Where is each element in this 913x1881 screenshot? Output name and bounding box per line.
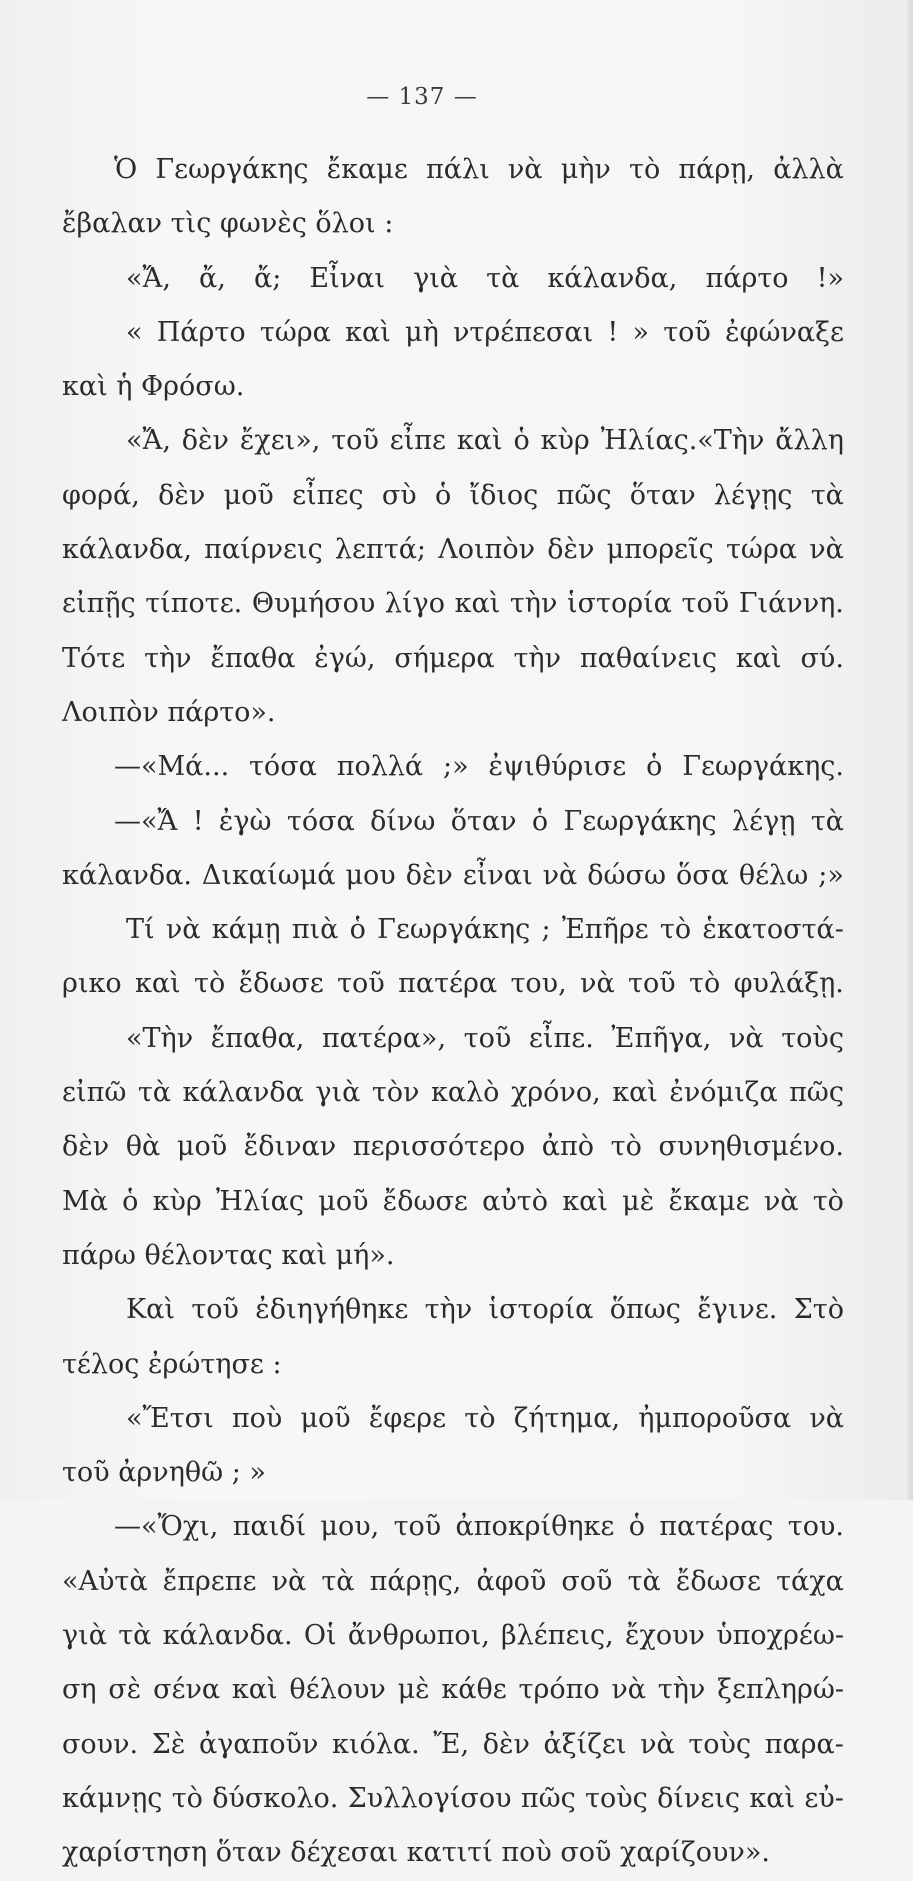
body-text	[62, 143, 844, 1881]
text-line: δὲν θὰ μοῦ ἔδιναν περισσότερο ἀπὸ τὸ συνηθισμένο.	[62, 1131, 844, 1163]
text-line: —«Μά... τόσα πολλά ;» ἐψιθύρισε ὁ Γεωργάκης.	[114, 751, 844, 783]
text-line: κάλανδα. Δικαίωμά μου δὲν εἶναι νὰ δώσω ὅσα θέλω ;»	[62, 859, 844, 891]
text-line: κάμνῃς τὸ δύσκολο. Συλλογίσου πῶς τοὺς δίνεις καὶ εὐ-	[62, 1782, 844, 1814]
text-line: ρικο καὶ τὸ ἔδωσε τοῦ πατέρα του, νὰ τοῦ τὸ φυλάξῃ.	[62, 968, 844, 1000]
text-line: «Τὴν ἔπαθα, πατέρα», τοῦ εἶπε. Ἐπῆγα, νὰ τοὺς	[126, 1022, 844, 1054]
text-line: φορά, δὲν μοῦ εἶπες σὺ ὁ ἴδιος πῶς ὅταν λέγῃς τὰ	[62, 479, 844, 511]
text-line: « Πάρτο τώρα καὶ μὴ ντρέπεσαι ! » τοῦ ἐφώναξε	[126, 316, 844, 348]
text-line: «Ἄ, ἄ, ἄ; Εἶναι γιὰ τὰ κάλανδα, πάρτο !»	[126, 262, 844, 294]
page-number: — 137 —	[366, 84, 478, 110]
text-line: —«Ἄ ! ἐγὼ τόσα δίνω ὅταν ὁ Γεωργάκης λέγῃ τὰ	[114, 805, 844, 837]
text-line: ση σὲ σένα καὶ θέλουν μὲ κάθε τρόπο νὰ τὴν ξεπληρώ-	[62, 1674, 844, 1706]
text-line: «Ἄ, δὲν ἔχει», τοῦ εἶπε καὶ ὁ κὺρ Ἠλίας.«Τὴν ἄλλη	[126, 425, 844, 457]
text-line: τοῦ ἀρνηθῶ ; »	[62, 1457, 266, 1489]
text-line: Καὶ τοῦ ἐδιηγήθηκε τὴν ἱστορία ὅπως ἔγινε. Στὸ	[126, 1294, 844, 1326]
text-line: καὶ ἡ Φρόσω.	[62, 371, 245, 403]
text-line: εἰπῇς τίποτε. Θυμήσου λίγο καὶ τὴν ἱστορία τοῦ Γιάννη.	[62, 588, 844, 620]
text-line: Τότε τὴν ἔπαθα ἐγώ, σήμερα τὴν παθαίνεις καὶ σύ.	[62, 642, 844, 674]
text-line: Τί νὰ κάμῃ πιὰ ὁ Γεωργάκης ; Ἐπῆρε τὸ ἑκατοστά-	[126, 914, 844, 946]
text-line: κάλανδα, παίρνεις λεπτά; Λοιπὸν δὲν μπορεῖς τώρα νὰ	[62, 534, 844, 566]
text-line: τέλος ἐρώτησε :	[62, 1348, 282, 1380]
text-line: —«Ὄχι, παιδί μου, τοῦ ἀποκρίθηκε ὁ πατέρας του.	[114, 1511, 844, 1543]
text-line: ἔβαλαν τὶς φωνὲς ὅλοι :	[62, 208, 394, 240]
text-line: Λοιπὸν πάρτο».	[62, 696, 276, 728]
text-line: γιὰ τὰ κάλανδα. Οἱ ἄνθρωποι, βλέπεις, ἔχουν ὑποχρέω-	[62, 1620, 844, 1652]
text-line: «Αὐτὰ ἔπρεπε νὰ τὰ πάρῃς, ἀφοῦ σοῦ τὰ ἔδωσε τάχα	[62, 1565, 844, 1597]
text-line: Μὰ ὁ κὺρ Ἠλίας μοῦ ἔδωσε αὐτὸ καὶ μὲ ἔκαμε νὰ τὸ	[62, 1185, 844, 1217]
text-line: πάρω θέλοντας καὶ μή».	[62, 1239, 395, 1271]
text-line: χαρίστηση ὅταν δέχεσαι κατιτί ποὺ σοῦ χαρίζουν».	[62, 1837, 770, 1869]
text-line: «Ἔτσι ποὺ μοῦ ἔφερε τὸ ζήτημα, ἠμποροῦσα νὰ	[126, 1402, 844, 1434]
text-line: εἰπῶ τὰ κάλανδα γιὰ τὸν καλὸ χρόνο, καὶ ἐνόμιζα πῶς	[62, 1077, 844, 1109]
page-edge	[907, 0, 913, 1500]
text-line: Ὁ Γεωργάκης ἔκαμε πάλι νὰ μὴν τὸ πάρῃ, ἀλλὰ	[114, 154, 844, 185]
text-line: σουν. Σὲ ἀγαποῦν κιόλα. Ἔ, δὲν ἀξίζει νὰ τοὺς παρα-	[62, 1728, 844, 1760]
